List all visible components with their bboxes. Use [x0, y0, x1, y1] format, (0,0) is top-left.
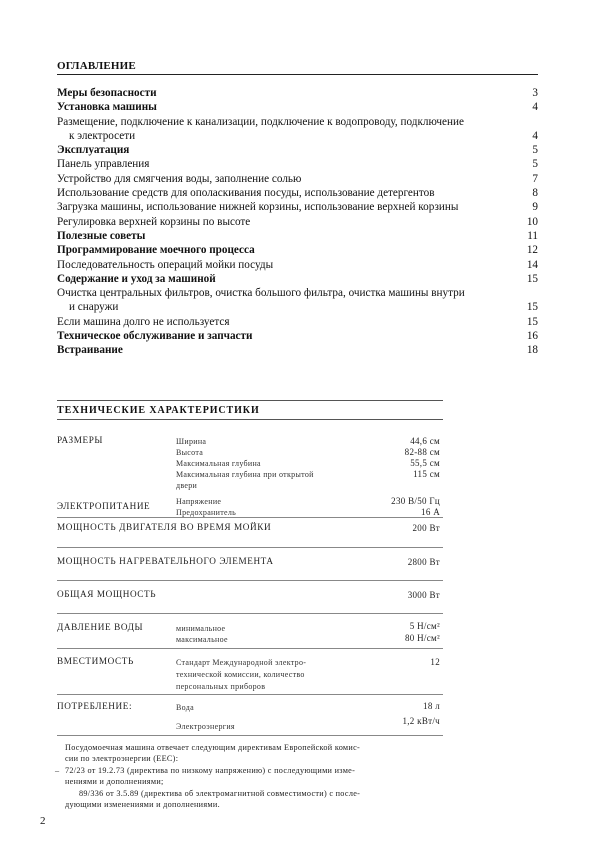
toc-entry-title: Последовательность операций мойки посуды: [57, 258, 274, 271]
spec-separator: [57, 735, 443, 736]
toc-entry[interactable]: [57, 343, 538, 357]
spec-capacity-desc-line1: Стандарт Международной электро-: [176, 658, 307, 667]
spec-separator: [57, 648, 443, 649]
spec-power-supply-label: ЭЛЕКТРОПИТАНИЕ: [57, 501, 151, 511]
toc-entry-title: Встраивание: [57, 344, 123, 357]
toc-entry[interactable]: [57, 286, 538, 300]
toc-entry[interactable]: [57, 215, 538, 229]
spec-separator: [57, 547, 443, 548]
toc-entry-title: Меры безопасности: [57, 87, 157, 99]
toc-entry[interactable]: [57, 172, 538, 186]
spec-heater-power-value: 2800 Вт: [407, 557, 440, 567]
toc-entry-title: Эксплуатация: [57, 144, 130, 157]
toc-entry-page: 5: [532, 144, 538, 157]
toc-entry-page: 18: [526, 344, 538, 357]
note-line: 89/336 от 3.5.89 (директива об электромагнитной совместимости) с после-: [79, 788, 361, 798]
spec-pressure-max-label: максимальное: [176, 635, 228, 644]
toc-entry-page: 5: [532, 158, 538, 171]
note-dash: –: [55, 765, 60, 775]
toc-entry-page: 16: [526, 330, 538, 343]
toc-divider: [57, 74, 538, 75]
toc-entry[interactable]: [57, 243, 538, 257]
toc-entry[interactable]: [57, 329, 538, 343]
spec-pressure-min-value: 5 Н/см²: [409, 621, 440, 631]
toc-entry-continuation[interactable]: [57, 129, 538, 143]
spec-total-power-value: 3000 Вт: [407, 590, 440, 600]
spec-separator: [57, 694, 443, 695]
spec-depth-open-label: Максимальная глубина при открытой: [176, 470, 314, 479]
toc-entry-page: 7: [532, 172, 538, 185]
toc-entry-page: 14: [526, 258, 538, 271]
toc-entry-title: Программирование моечного процесса: [57, 244, 255, 257]
toc-entry-page: 15: [526, 301, 538, 314]
spec-capacity-desc-line3: персональных приборов: [176, 682, 266, 691]
spec-water-pressure-label: ДАВЛЕНИЕ ВОДЫ: [57, 622, 144, 632]
spec-separator: [57, 613, 443, 614]
spec-heater-power-label: МОЩНОСТЬ НАГРЕВАТЕЛЬНОГО ЭЛЕМЕНТА: [57, 556, 274, 566]
toc-entry[interactable]: [57, 272, 538, 286]
toc-entry-page: 9: [532, 201, 538, 214]
spec-depth-label: Максимальная глубина: [176, 459, 261, 468]
toc-entry-title: Использование средств для ополаскивания посуды, использование детергентов: [57, 187, 435, 200]
toc-entry-title: Очистка центральных фильтров, очистка большого фильтра, очистка машины внутри: [57, 287, 465, 300]
directives-note: [55, 742, 465, 810]
toc-entry[interactable]: [57, 315, 538, 329]
toc-heading: ОГЛАВЛЕНИЕ: [57, 60, 136, 72]
toc-entry-title: Если машина долго не используется: [57, 315, 230, 328]
spec-depth-value: 55,5 см: [410, 458, 440, 468]
toc-entry-title-cont: и снаружи: [69, 301, 119, 314]
toc-entry-page: 8: [532, 187, 538, 200]
toc-entry-title: Устройство для смягчения воды, заполнение солью: [57, 172, 302, 185]
spec-separator: [57, 517, 443, 518]
spec-total-power-label: ОБЩАЯ МОЩНОСТЬ: [57, 589, 157, 599]
toc-entry-title: Установка машины: [57, 101, 157, 114]
toc-entry-page: 11: [527, 229, 538, 242]
toc-entry-title: Содержание и уход за машиной: [57, 272, 216, 285]
note-line: нениями и дополнениями;: [65, 777, 164, 787]
toc-entry-title: Загрузка машины, использование нижней корзины, использование верхней корзины: [57, 201, 459, 214]
spec-capacity-desc-line2: технической комиссии, количество: [176, 670, 305, 679]
toc-entry[interactable]: [57, 200, 538, 214]
toc-entry[interactable]: [57, 258, 538, 272]
toc-entry[interactable]: [57, 86, 538, 100]
toc-entry-title: Панель управления: [57, 158, 150, 171]
spec-pressure-max-value: 80 Н/см²: [404, 633, 440, 643]
toc-entry[interactable]: [57, 157, 538, 171]
spec-capacity-value: 12: [430, 657, 440, 667]
toc-entry-page: 3: [532, 87, 538, 99]
spec-consumption-label: ПОТРЕБЛЕНИЕ:: [57, 701, 133, 711]
spec-dimensions-label: РАЗМЕРЫ: [57, 435, 104, 445]
spec-table: [57, 432, 443, 742]
toc-entry-page: 15: [526, 272, 538, 285]
note-line: 72/23 от 19.2.73 (директива по низкому напряжению) с последующими изме-: [65, 765, 356, 775]
toc-entry-title: Размещение, подключение к канализации, подключение к водопроводу, подключение: [57, 115, 464, 128]
toc-entry[interactable]: [57, 229, 538, 243]
spec-top-divider: [57, 400, 443, 401]
toc-entry-title-cont: к электросети: [69, 129, 136, 142]
toc-entry[interactable]: [57, 100, 538, 114]
spec-voltage-label: Напряжение: [176, 497, 222, 506]
note-line: дующими изменениями и дополнениями.: [65, 800, 220, 810]
toc-entry-page: 10: [526, 215, 538, 228]
spec-separator: [57, 580, 443, 581]
spec-fuse-label: Предохранитель: [176, 508, 237, 517]
toc-entry[interactable]: [57, 143, 538, 157]
spec-depth-open-value: 115 см: [413, 469, 440, 479]
toc-entry-page: 15: [526, 315, 538, 328]
spec-capacity-label: ВМЕСТИМОСТЬ: [57, 656, 134, 666]
toc-entry-title: Регулировка верхней корзины по высоте: [57, 215, 251, 228]
spec-heading: ТЕХНИЧЕСКИЕ ХАРАКТЕРИСТИКИ: [57, 405, 260, 416]
note-line: Посудомоечная машина отвечает следующим директивам Европейской комис-: [65, 743, 361, 752]
spec-height-label: Высота: [176, 448, 204, 457]
spec-heading-divider: [57, 419, 443, 420]
spec-height-value: 82-88 см: [404, 447, 440, 457]
spec-electricity-value: 1,2 кВт/ч: [402, 716, 440, 726]
toc-entry-page: 12: [526, 244, 538, 257]
note-line: сии по электроэнергии (EEC):: [65, 754, 179, 764]
spec-water-value: 18 л: [423, 701, 440, 711]
spec-motor-power-label: МОЩНОСТЬ ДВИГАТЕЛЯ ВО ВРЕМЯ МОЙКИ: [57, 522, 272, 532]
toc-entry[interactable]: [57, 115, 538, 129]
spec-width-label: Ширина: [176, 437, 207, 446]
spec-pressure-min-label: минимальное: [176, 624, 226, 633]
toc-entry-page: 4: [532, 129, 538, 142]
toc-entry[interactable]: [57, 186, 538, 200]
toc-entry-page: 4: [532, 101, 538, 114]
toc-entry-continuation[interactable]: [57, 300, 538, 314]
toc-entry-title: Техническое обслуживание и запчасти: [57, 330, 253, 343]
spec-motor-power-value: 200 Вт: [412, 523, 440, 533]
spec-electricity-label: Электроэнергия: [176, 722, 235, 731]
page-number: 2: [40, 815, 46, 827]
spec-voltage-value: 230 В/50 Гц: [391, 496, 440, 506]
spec-depth-open-label-cont: двери: [176, 481, 198, 490]
toc-entry-title: Полезные советы: [57, 229, 146, 242]
spec-fuse-value: 16 А: [421, 507, 440, 517]
spec-water-label: Вода: [176, 703, 194, 712]
toc-list: [57, 86, 538, 358]
spec-width-value: 44,6 см: [410, 436, 440, 446]
